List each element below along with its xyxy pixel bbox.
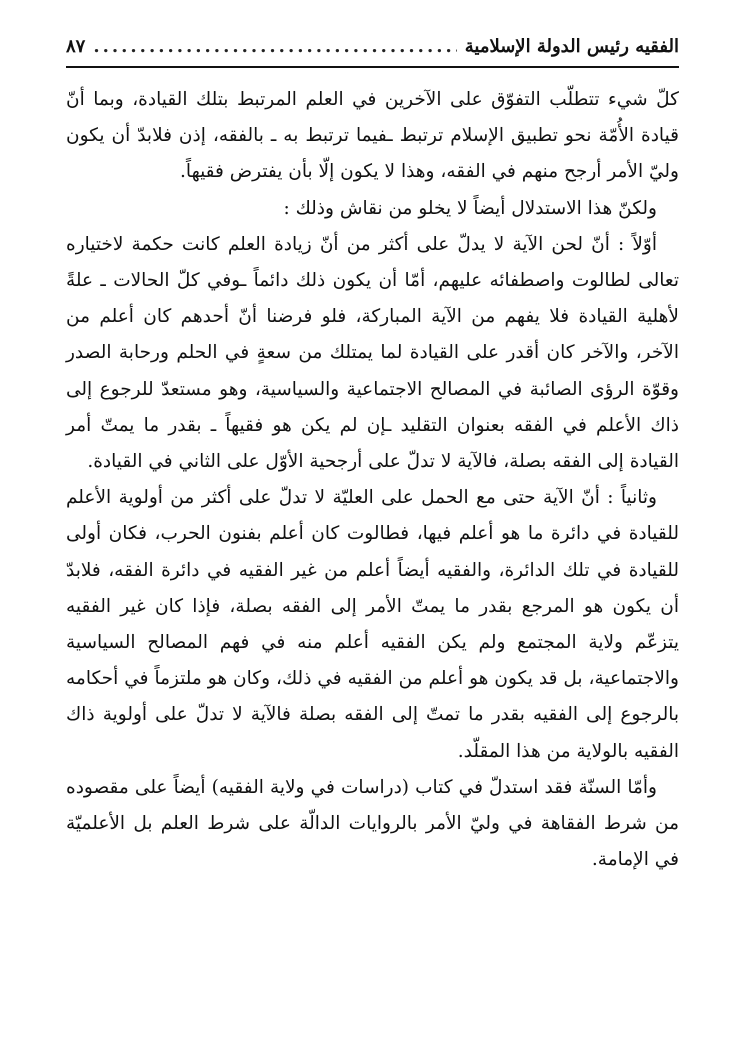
- paragraph: وثانياً : أنّ الآية حتى مع الحمل على العليّة لا تدلّ على أكثر من أولوية الأعلم للقيادة في دائرة ما هو أعلم فيها، فطالوت كان أعلم بفنون الحرب، فكان أولى للقيادة في تلك الدائرة، والفقيه أيضاً أعلم من غير الفقيه في دائرة الفقه، فلابدّ أن يكون هو المرجع بقدر ما يمتّ الأمر إلى الفقه بصلة، فإذا كان غير الفقيه يتزعّم ولاية المجتمع ولم يكن الفقيه أعلم منه في فهم المصالح السياسية والاجتماعية، بل قد يكون هو أعلم من الفقيه في ذلك، وكان هو ملتزماً في أحكامه بالرجوع إلى الفقيه بقدر ما تمتّ إلى الفقه بصلة فالآية لا تدلّ على أولوية ذاك الفقيه بالولاية من هذا المقلّد.: [66, 487, 679, 762]
- page-number: ٨٧: [66, 36, 86, 57]
- header-rule: [66, 66, 679, 68]
- paragraph: ولكنّ هذا الاستدلال أيضاً لا يخلو من نقاش وذلك :: [283, 197, 657, 219]
- running-header: [66, 30, 679, 64]
- header-leader-dots: [93, 30, 456, 64]
- paragraph: كلّ شيء تتطلّب التفوّق على الآخرين في العلم المرتبط بتلك القيادة، وبما أنّ قيادة الأُمّة نحو تطبيق الإسلام ترتبط ـفيما ترتبط به ـ بالفقه، إذن فلابدّ أن يكون وليّ الأمر أرجح منهم في الفقه، وهذا لا يكون إلّا بأن يفترض فقيهاً.: [66, 89, 679, 183]
- header-title: الفقيه رئيس الدولة الإسلامية: [464, 36, 679, 57]
- paragraph: أوّلاً : أنّ لحن الآية لا يدلّ على أكثر من أنّ زيادة العلم كانت حكمة لاختياره تعالى لطالوت واصطفائه عليهم، أمّا أن يكون ذلك دائماً ـوفي كلّ الحالات ـ علةً لأهلية القيادة فلا يفهم من الآية المباركة، فلو فرضنا أنّ أحدهم كان أعلم من الآخر، والآخر كان أقدر على القيادة لما يمتلك من سعةٍ في الحلم ورحابة الصدر وقوّة الرؤى الصائبة في المصالح الاجتماعية والسياسية، وهو مستعدّ للرجوع إلى ذاك الأعلم في الفقه بعنوان التقليد ـإن لم يكن هو فقيهاً ـ بقدر ما يمتّ أمر القيادة إلى الفقه بصلة، فالآية لا تدلّ على أرجحية الأوّل على الثاني في القيادة.: [66, 233, 679, 473]
- paragraph: وأمّا السنّة فقد استدلّ في كتاب (دراسات في ولاية الفقيه) أيضاً على مقصوده من شرط الفقاهة في وليّ الأمر بالروايات الدالّة على شرط العلم بل الأعلميّة في الإمامة.: [66, 776, 679, 871]
- page-body: [66, 82, 679, 878]
